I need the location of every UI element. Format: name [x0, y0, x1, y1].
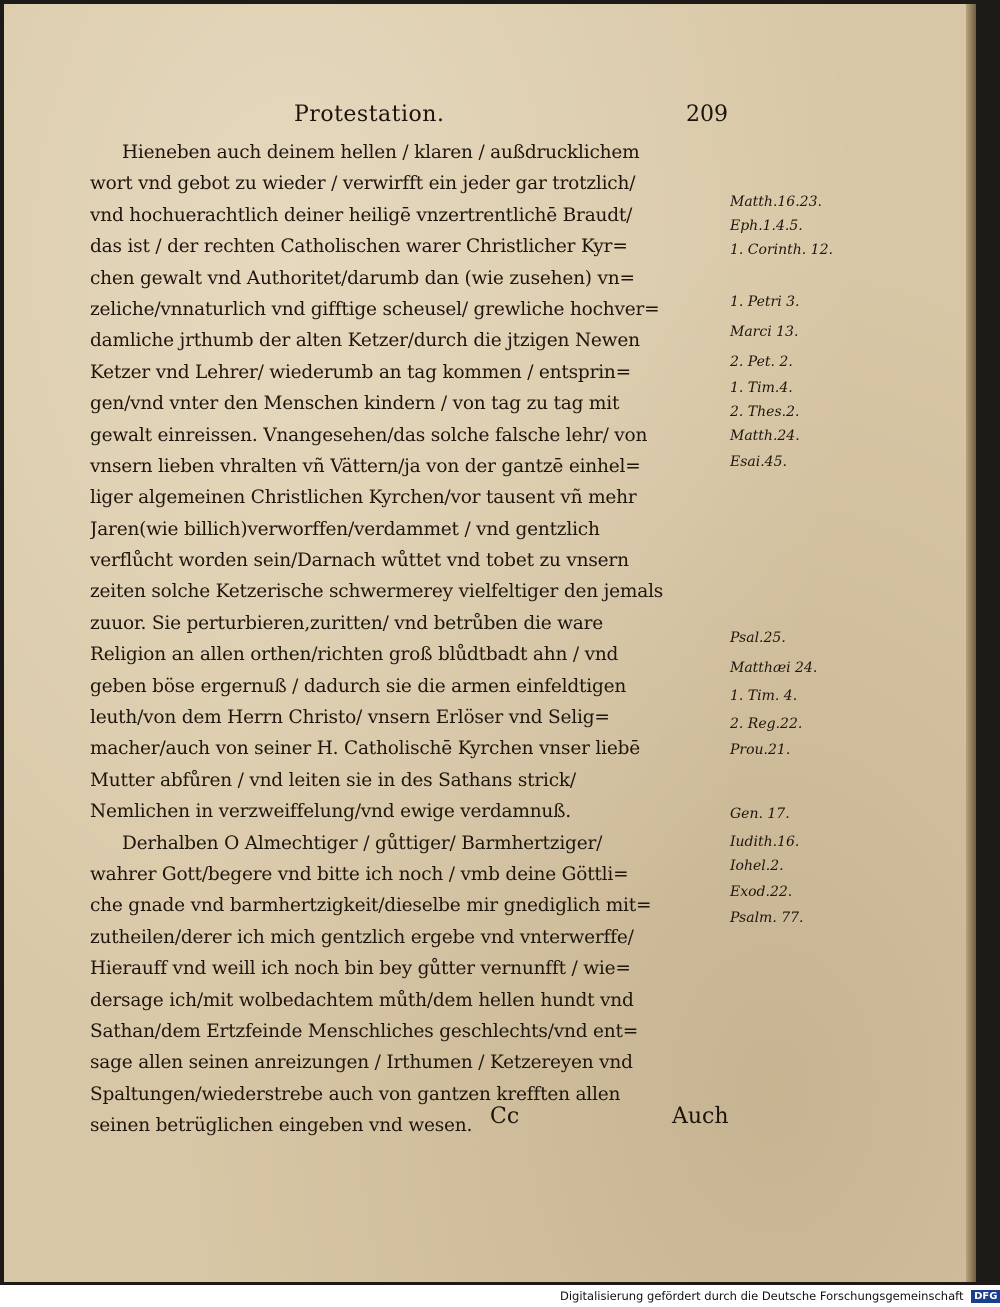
- text-line: verflůcht worden sein/Darnach wůttet vnd tobet zu vnsern: [90, 550, 629, 572]
- margin-note: Iudith.16.: [730, 834, 800, 850]
- text-line: damliche jrthumb der alten Ketzer/durch die jtzigen Newen: [90, 330, 640, 352]
- margin-note: Marci 13.: [730, 324, 799, 340]
- text-line: liger algemeinen Christlichen Kyrchen/vor tausent vñ mehr: [90, 487, 637, 509]
- margin-note: 1. Corinth. 12.: [730, 242, 833, 258]
- margin-note: 2. Pet. 2.: [730, 354, 793, 370]
- margin-note: Esai.45.: [730, 454, 787, 470]
- text-line: gewalt einreissen. Vnangesehen/das solche falsche lehr/ von: [90, 424, 648, 446]
- text-line: gen/vnd vnter den Menschen kindern / von tag zu tag mit: [90, 393, 620, 415]
- text-line: leuth/von dem Herrn Christo/ vnsern Erlöser vnd Selig=: [90, 707, 610, 729]
- margin-note: Iohel.2.: [730, 858, 784, 874]
- margin-note: Gen. 17.: [730, 806, 790, 822]
- margin-note: 2. Thes.2.: [730, 404, 800, 420]
- margin-note: Psalm. 77.: [730, 910, 804, 926]
- margin-note: Matthæi 24.: [730, 660, 818, 676]
- text-line: geben böse ergernuß / dadurch sie die armen einfeldtigen: [90, 675, 627, 697]
- book-page: [4, 4, 966, 1282]
- catchword: Auch: [672, 1104, 729, 1129]
- running-title: Protestation.: [294, 102, 445, 127]
- credit-text: Digitalisierung gefördert durch die Deutsche Forschungsgemeinschaft: [560, 1289, 964, 1303]
- text-line: seinen betrüglichen eingeben vnd wesen.: [90, 1115, 473, 1137]
- margin-note: Prou.21.: [730, 742, 791, 758]
- text-line: vnd hochuerachtlich deiner heiligē vnzertrentlichē Braudt/: [90, 204, 633, 226]
- text-line: wahrer Gott/begere vnd bitte ich noch / vmb deine Göttli=: [90, 863, 629, 885]
- text-line: vnsern lieben vhralten vñ Vättern/ja von der gantzē einhel=: [90, 455, 641, 477]
- text-line: Hierauff vnd weill ich noch bin bey gůtter vernunfft / wie=: [90, 958, 631, 980]
- text-line: Hieneben auch deinem hellen / klaren / außdrucklichem: [122, 142, 640, 163]
- body-text: [90, 137, 740, 1142]
- signature-mark: Cc: [490, 1104, 520, 1129]
- margin-note: Matth.16.23.: [730, 194, 822, 210]
- text-line: zutheilen/derer ich mich gentzlich ergebe vnd vnterwerffe/: [90, 926, 634, 948]
- text-line: Religion an allen orthen/richten groß blůdtbadt ahn / vnd: [90, 644, 619, 666]
- text-line: Spaltungen/wiederstrebe auch von gantzen krefften allen: [90, 1083, 621, 1105]
- text-line: macher/auch von seiner H. Catholischē Kyrchen vnser liebē: [90, 738, 640, 760]
- text-line: Nemlichen in verzweiffelung/vnd ewige verdamnuß.: [90, 801, 571, 823]
- text-line: Mutter abfůren / vnd leiten sie in des Sathans strick/: [90, 769, 576, 791]
- page-number: 209: [686, 102, 728, 127]
- text-line: zuuor. Sie perturbieren,zuritten/ vnd betrůben die ware: [90, 612, 603, 634]
- margin-note: Psal.25.: [730, 630, 786, 646]
- margin-note: Matth.24.: [730, 428, 800, 444]
- margin-note: Eph.1.4.5.: [730, 218, 803, 234]
- margin-note: 1. Petri 3.: [730, 294, 800, 310]
- text-line: dersage ich/mit wolbedachtem můth/dem hellen hundt vnd: [90, 989, 634, 1011]
- text-line: che gnade vnd barmhertzigkeit/dieselbe mir gnediglich mit=: [90, 895, 652, 917]
- margin-note: Exod.22.: [730, 884, 793, 900]
- text-line: Jaren(wie billich)verworffen/verdammet / vnd gentzlich: [90, 518, 600, 540]
- text-line: chen gewalt vnd Authoritet/darumb dan (wie zusehen) vn=: [90, 267, 635, 289]
- page-edge: [966, 4, 976, 1282]
- text-line: Ketzer vnd Lehrer/ wiederumb an tag kommen / entsprin=: [90, 361, 631, 383]
- margin-note: 1. Tim.4.: [730, 380, 793, 396]
- margin-note: 1. Tim. 4.: [730, 688, 798, 704]
- text-line: sage allen seinen anreizungen / Irthumen / Ketzereyen vnd: [90, 1052, 633, 1074]
- text-line: wort vnd gebot zu wieder / verwirfft ein jeder gar trotzlich/: [90, 173, 636, 195]
- text-line: zeiten solche Ketzerische schwermerey vielfeltiger den jemals: [90, 581, 664, 603]
- text-line: das ist / der rechten Catholischen warer Christlicher Kyr=: [90, 236, 628, 258]
- text-line: zeliche/vnnaturlich vnd gifftige scheusel/ grewliche hochver=: [90, 298, 660, 320]
- text-line: Sathan/dem Ertzfeinde Menschliches geschlechts/vnd ent=: [90, 1020, 639, 1042]
- text-line: Derhalben O Almechtiger / gůttiger/ Barmhertziger/: [122, 832, 603, 854]
- margin-note: 2. Reg.22.: [730, 716, 803, 732]
- dfg-logo: DFG: [971, 1290, 1000, 1303]
- digitization-credit: [560, 1289, 996, 1305]
